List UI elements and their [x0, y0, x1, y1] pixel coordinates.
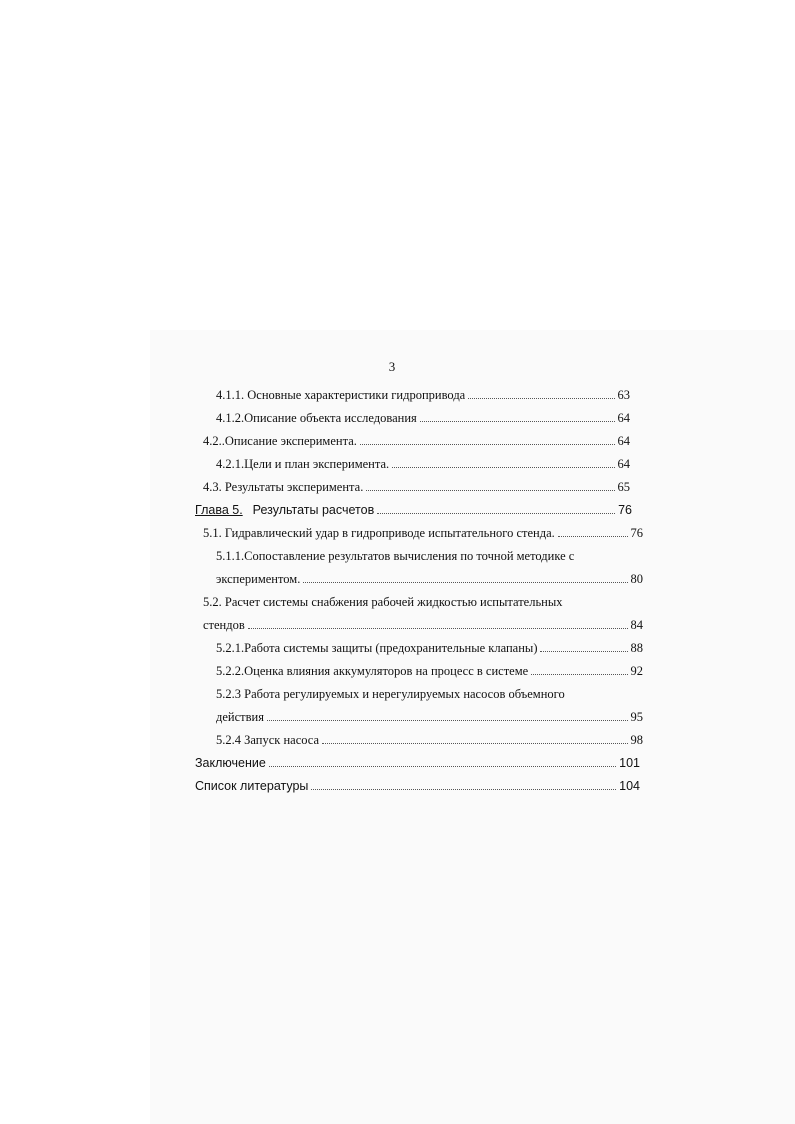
toc-entry-text: экспериментом. — [216, 572, 301, 586]
toc-entry-page: 64 — [617, 411, 630, 425]
toc-entry-5-2-3-line2[interactable] — [216, 707, 643, 727]
toc-entry-text: 5.2.3 Работа регулируемых и нерегулируемых насосов объемного — [216, 687, 565, 701]
toc-entry-conclusion[interactable] — [195, 753, 640, 773]
toc-entry-page: 101 — [619, 756, 640, 770]
dot-leader — [392, 467, 614, 468]
dot-leader — [420, 421, 615, 422]
toc-entry-page: 64 — [617, 457, 630, 471]
dot-leader — [468, 398, 614, 399]
dot-leader — [366, 490, 614, 491]
toc-entry-page: 65 — [617, 480, 630, 494]
toc-entry-5-2-4[interactable] — [216, 730, 643, 750]
toc-entry-page: 84 — [630, 618, 643, 632]
dot-leader — [311, 789, 616, 790]
toc-entry-text: стендов — [203, 618, 245, 632]
toc-entry-4-2[interactable] — [203, 431, 630, 451]
toc-entry-page: 88 — [630, 641, 643, 655]
toc-entry-4-3[interactable] — [203, 477, 630, 497]
toc-entry-text: 4.2.1.Цели и план эксперимента. — [216, 457, 390, 471]
toc-entry-text: Заключение — [195, 756, 266, 770]
toc-entry-text: 5.2. Расчет системы снабжения рабочей жидкостью испытательных — [203, 595, 563, 609]
toc-entry-5-2-3-line1[interactable] — [216, 684, 643, 704]
toc-entry-text: действия — [216, 710, 264, 724]
toc-entry-5-1-1-line2[interactable] — [216, 569, 643, 589]
toc-entry-page: 63 — [617, 388, 630, 402]
toc-entry-page: 76 — [630, 526, 643, 540]
toc-entry-chapter-5[interactable] — [195, 500, 632, 520]
dot-leader — [322, 743, 627, 744]
toc-entry-4-2-1[interactable] — [216, 454, 630, 474]
toc-entry-4-1-1[interactable] — [216, 385, 630, 405]
toc-entry-page: 92 — [630, 664, 643, 678]
dot-leader — [558, 536, 628, 537]
toc-entry-text: 4.1.2.Описание объекта исследования — [216, 411, 417, 425]
dot-leader — [377, 513, 615, 514]
toc-entry-page: 80 — [630, 572, 643, 586]
dot-leader — [267, 720, 628, 721]
dot-leader — [269, 766, 616, 767]
dot-leader — [540, 651, 627, 652]
toc-entry-4-1-2[interactable] — [216, 408, 630, 428]
toc-entry-page: 98 — [630, 733, 643, 747]
toc-entry-5-2-2[interactable] — [216, 661, 643, 681]
toc-entry-text: 5.1. Гидравлический удар в гидроприводе испытательного стенда. — [203, 526, 555, 540]
toc-entry-page: 76 — [618, 503, 632, 517]
toc-entry-5-2-1[interactable] — [216, 638, 643, 658]
toc-entry-5-1-1-line1[interactable] — [216, 546, 643, 566]
toc-entry-page: 104 — [619, 779, 640, 793]
dot-leader — [248, 628, 628, 629]
page-number: 3 — [388, 359, 396, 374]
dot-leader — [360, 444, 615, 445]
toc-entry-text: 5.2.4 Запуск насоса — [216, 733, 320, 747]
chapter-label: Глава 5. — [195, 503, 243, 517]
dot-leader — [303, 582, 627, 583]
toc-entry-5-2-line2[interactable] — [203, 615, 643, 635]
toc-entry-page: 95 — [630, 710, 643, 724]
toc-entry-text: Список литературы — [195, 779, 309, 793]
toc-entry-references[interactable] — [195, 776, 640, 796]
toc-entry-5-1[interactable] — [203, 523, 643, 543]
toc-entry-text: 4.3. Результаты эксперимента. — [203, 480, 364, 494]
toc-entry-page: 64 — [617, 434, 630, 448]
toc-entry-text: 5.2.1.Работа системы защиты (предохранительные клапаны) — [216, 641, 538, 655]
dot-leader — [531, 674, 627, 675]
toc-entry-text: Результаты расчетов — [252, 503, 375, 517]
toc-entry-text: 4.2..Описание эксперимента. — [203, 434, 357, 448]
toc-entry-5-2-line1[interactable] — [203, 592, 643, 612]
toc-entry-text: 4.1.1. Основные характеристики гидропривода — [216, 388, 466, 402]
toc-entry-text: 5.1.1.Сопоставление результатов вычисления по точной методике с — [216, 549, 575, 563]
toc-entry-text: 5.2.2.Оценка влияния аккумуляторов на процесс в системе — [216, 664, 529, 678]
